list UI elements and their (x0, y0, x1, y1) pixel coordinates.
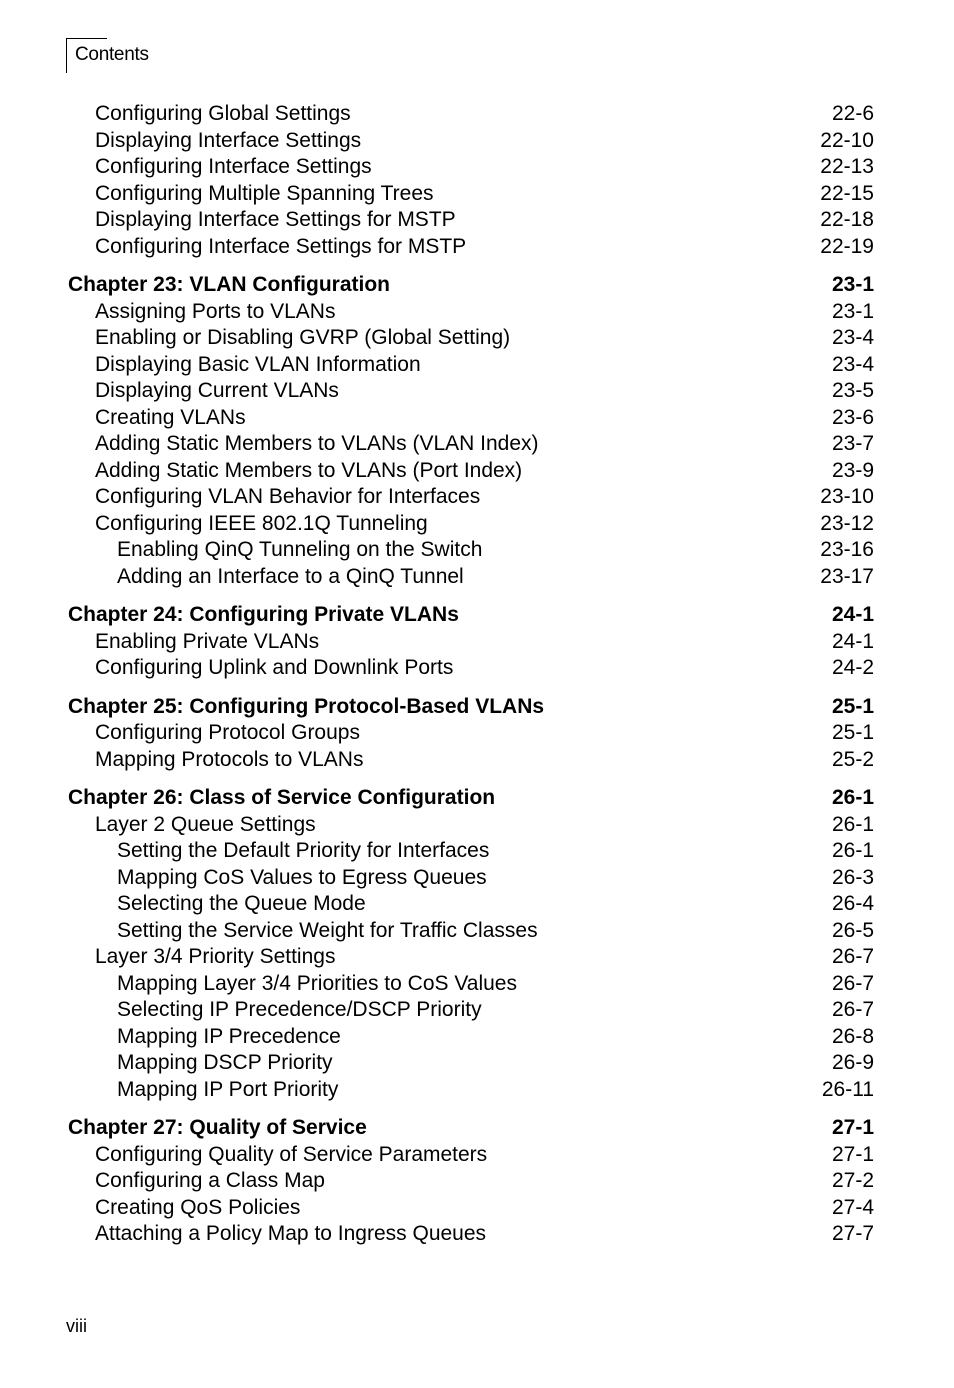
toc-entry[interactable] (68, 352, 874, 379)
toc-chapter-entry[interactable] (68, 602, 874, 629)
toc-entry-title: Configuring Quality of Service Parameters (95, 1142, 488, 1166)
toc-entry[interactable] (68, 812, 874, 839)
toc-entry[interactable] (68, 1142, 874, 1169)
toc-entry[interactable] (68, 325, 874, 352)
toc-entry-page: 23-12 (820, 511, 874, 535)
toc-entry-page: 23-17 (820, 564, 874, 588)
toc-entry-page: 23-1 (831, 299, 874, 323)
toc-entry-title: Adding Static Members to VLANs (Port Index) (95, 458, 523, 482)
toc-entry-page: 25-1 (831, 721, 874, 744)
toc-entry-title: Configuring VLAN Behavior for Interfaces (95, 485, 481, 508)
toc-chapter-entry[interactable] (68, 272, 874, 299)
toc-entry[interactable] (68, 997, 874, 1024)
toc-entry[interactable] (68, 1168, 874, 1195)
toc-entry-page: 24-2 (831, 656, 874, 679)
toc-entry-title: Chapter 27: Quality of Service (68, 1116, 367, 1139)
toc-entry-page: 26-3 (831, 865, 874, 889)
toc-entry-page: 26-5 (831, 918, 874, 942)
toc-entry-title: Creating VLANs (95, 405, 246, 429)
toc-entry-page: 22-15 (820, 181, 874, 205)
toc-entry[interactable] (68, 655, 874, 682)
toc-entry[interactable] (68, 1024, 874, 1051)
toc-entry-page: 23-1 (831, 273, 874, 296)
toc-entry-page: 26-7 (831, 998, 874, 1021)
toc-entry-page: 23-5 (831, 379, 874, 402)
toc-entry-title: Displaying Current VLANs (95, 379, 339, 402)
toc-entry[interactable] (68, 891, 874, 918)
toc-entry-page: 22-10 (820, 128, 874, 152)
toc-entry-title: Configuring Protocol Groups (95, 721, 360, 744)
toc-entry[interactable] (68, 629, 874, 656)
toc-entry-page: 26-7 (831, 971, 874, 995)
toc-entry[interactable] (68, 838, 874, 865)
toc-entry-title: Enabling Private VLANs (95, 629, 320, 653)
toc-entry-page: 26-8 (831, 1024, 874, 1048)
toc-entry-title: Mapping IP Port Priority (117, 1077, 339, 1101)
toc-entry-page: 23-6 (831, 405, 874, 429)
toc-entry-title: Adding Static Members to VLANs (VLAN Index) (95, 432, 539, 455)
toc-entry-page: 27-7 (831, 1222, 874, 1245)
toc-entry-page: 23-4 (831, 352, 874, 376)
toc-entry-title: Setting the Service Weight for Traffic Classes (117, 918, 538, 942)
toc-entry-page: 26-11 (821, 1077, 874, 1101)
toc-entry[interactable] (68, 181, 874, 208)
toc-entry-title: Selecting IP Precedence/DSCP Priority (117, 998, 482, 1021)
toc-chapter-entry[interactable] (68, 785, 874, 812)
toc-entry[interactable] (68, 564, 874, 591)
toc-entry[interactable] (68, 458, 874, 485)
toc-entry-page: 27-1 (831, 1116, 874, 1139)
toc-entry-page: 27-1 (831, 1142, 874, 1166)
toc-entry-title: Chapter 26: Class of Service Configuration (68, 786, 496, 809)
page-number: viii (66, 1316, 87, 1336)
toc-entry[interactable] (68, 1195, 874, 1222)
toc-entry[interactable] (68, 207, 874, 234)
toc-entry[interactable] (68, 378, 874, 405)
toc-entry-title: Assigning Ports to VLANs (95, 299, 336, 323)
toc-entry[interactable] (68, 720, 874, 747)
toc-entry-title: Creating QoS Policies (95, 1195, 301, 1219)
toc-entry-title: Displaying Basic VLAN Information (95, 352, 421, 376)
toc-entry-page: 27-4 (831, 1195, 874, 1219)
toc-entry[interactable] (68, 128, 874, 155)
toc-entry[interactable] (68, 918, 874, 945)
running-header: Contents (75, 44, 149, 65)
toc-entry[interactable] (68, 1077, 874, 1104)
toc-entry[interactable] (68, 405, 874, 432)
toc-entry[interactable] (68, 537, 874, 564)
toc-entry-page: 23-4 (831, 326, 874, 349)
toc-entry[interactable] (68, 1221, 874, 1248)
toc-entry-title: Mapping DSCP Priority (117, 1051, 333, 1074)
toc-entry-title: Chapter 23: VLAN Configuration (68, 273, 391, 296)
toc-entry-page: 26-7 (831, 945, 874, 968)
toc-entry-page: 24-1 (831, 629, 874, 653)
toc-entry-page: 22-18 (820, 208, 874, 231)
toc-entry-page: 22-13 (820, 155, 874, 178)
toc-entry[interactable] (68, 747, 874, 774)
toc-entry-title: Layer 3/4 Priority Settings (95, 945, 336, 968)
toc-entry[interactable] (68, 865, 874, 892)
toc-entry[interactable] (68, 511, 874, 538)
toc-entry-title: Setting the Default Priority for Interfaces (117, 839, 490, 862)
toc-entry-title: Layer 2 Queue Settings (95, 812, 316, 836)
toc-entry-title: Configuring Interface Settings (95, 155, 372, 178)
toc-entry-title: Enabling or Disabling GVRP (Global Setting) (95, 326, 511, 349)
toc-entry-title: Enabling QinQ Tunneling on the Switch (117, 538, 483, 561)
toc-entry-title: Attaching a Policy Map to Ingress Queues (95, 1222, 487, 1245)
toc-entry-page: 22-19 (820, 234, 874, 258)
toc-entry-title: Chapter 24: Configuring Private VLANs (68, 603, 459, 626)
table-of-contents (68, 101, 874, 1248)
toc-entry-title: Configuring Interface Settings for MSTP (95, 234, 467, 258)
toc-entry[interactable] (68, 944, 874, 971)
toc-entry-title: Displaying Interface Settings for MSTP (95, 208, 456, 231)
toc-entry-page: 23-9 (831, 458, 874, 482)
toc-chapter-entry[interactable] (68, 1115, 874, 1142)
toc-entry-page: 27-2 (831, 1169, 874, 1192)
toc-entry[interactable] (68, 234, 874, 261)
toc-entry[interactable] (68, 299, 874, 326)
toc-entry-title: Selecting the Queue Mode (117, 892, 366, 915)
toc-entry[interactable] (68, 1050, 874, 1077)
toc-entry-page: 24-1 (831, 603, 874, 626)
toc-entry-title: Configuring Multiple Spanning Trees (95, 181, 434, 205)
toc-entry-page: 26-1 (831, 839, 874, 862)
toc-entry-page: 23-7 (831, 432, 874, 455)
toc-entry-page: 22-6 (831, 102, 874, 125)
toc-entry-title: Mapping Protocols to VLANs (95, 747, 364, 771)
toc-entry-title: Mapping IP Precedence (117, 1024, 341, 1048)
toc-entry-title: Configuring Global Settings (95, 102, 351, 125)
toc-entry[interactable] (68, 431, 874, 458)
toc-entry-page: 25-2 (831, 747, 874, 771)
toc-entry-page: 26-1 (831, 786, 874, 809)
toc-entry-page: 23-10 (820, 485, 874, 508)
toc-entry-page: 23-16 (820, 538, 874, 561)
toc-entry-title: Configuring Uplink and Downlink Ports (95, 656, 454, 679)
toc-entry-title: Displaying Interface Settings (95, 128, 362, 152)
toc-entry-page: 26-1 (831, 812, 874, 836)
toc-entry-title: Configuring a Class Map (95, 1169, 325, 1192)
toc-entry[interactable] (68, 971, 874, 998)
toc-entry-title: Adding an Interface to a QinQ Tunnel (117, 564, 464, 588)
toc-entry[interactable] (68, 101, 874, 128)
toc-entry-page: 26-4 (831, 892, 874, 915)
toc-entry-page: 25-1 (831, 694, 874, 718)
toc-entry-title: Mapping CoS Values to Egress Queues (117, 865, 487, 889)
toc-entry-title: Mapping Layer 3/4 Priorities to CoS Values (117, 971, 517, 995)
toc-entry[interactable] (68, 484, 874, 511)
toc-entry[interactable] (68, 154, 874, 181)
toc-chapter-entry[interactable] (68, 694, 874, 721)
toc-entry-title: Chapter 25: Configuring Protocol-Based VLANs (68, 694, 545, 718)
toc-entry-page: 26-9 (831, 1051, 874, 1074)
toc-entry-title: Configuring IEEE 802.1Q Tunneling (95, 511, 428, 535)
